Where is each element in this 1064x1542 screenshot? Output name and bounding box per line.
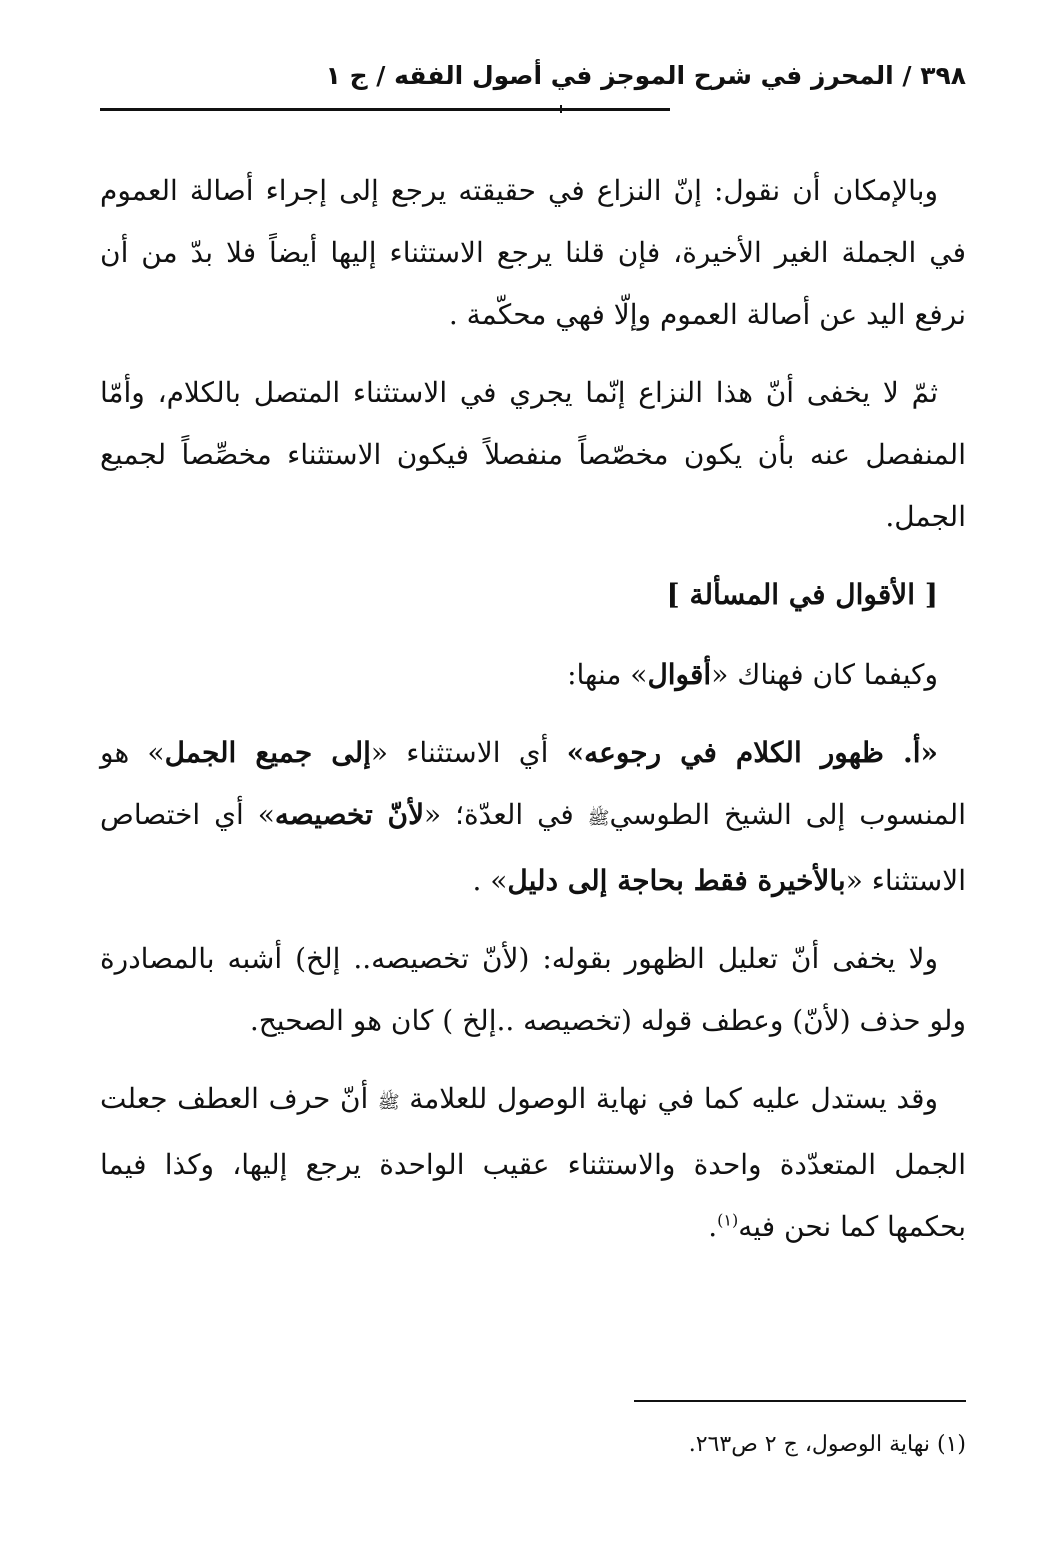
- point-a-quote-3: بالأخيرة فقط بحاجة إلى دليل: [507, 864, 846, 897]
- intro-line: [100, 644, 966, 706]
- last-text-3: .: [708, 1210, 718, 1243]
- header-rule: [100, 108, 670, 111]
- point-a-quote-2: لأنّ تخصيصه: [274, 798, 425, 831]
- header-rule-tick: [560, 105, 562, 113]
- paragraph-2: ثمّ لا يخفى أنّ هذا النزاع إنّما يجري في الاستثناء المتصل بالكلام، وأمّا المنفصل عنه بأن يكون مخصّصاً منفصلاً فيكون الاستثناء مخصِّصاً لجميع الجمل.: [100, 376, 966, 533]
- footnote-ref[interactable]: (١): [717, 1210, 739, 1230]
- last-text-1: وقد يستدل عليه كما في نهاية الوصول للعلامة: [399, 1082, 938, 1115]
- intro-after: » منها:: [567, 658, 648, 691]
- last-text-2: أنّ حرف العطف جعلت الجمل المتعدّدة واحدة والاستثناء عقيب الواحدة يرجع إليها، وكذا فيما بحكمها كما نحن فيه: [100, 1082, 966, 1243]
- footnote: (١) نهاية الوصول، ج ٢ ص٢٦٣.: [688, 1432, 966, 1457]
- point-a-title: «أ. ظهور الكلام في رجوعه»: [566, 736, 939, 769]
- point-a-text-4: » أي اختصاص الاستثناء «: [100, 798, 966, 897]
- running-head-title: ٣٩٨ / المحرز في شرح الموجز في أصول الفقه / ج ١: [325, 61, 966, 90]
- honorific-glyph-2: ﷺ: [377, 1092, 400, 1113]
- paragraph-last: [100, 1068, 966, 1258]
- point-a-text-2: » هو المنسوب إلى الشيخ الطوسي: [100, 736, 966, 831]
- page-body: [100, 160, 966, 1274]
- intro-before: وكيفما كان فهناك «: [711, 658, 938, 691]
- point-a-paragraph: [100, 722, 966, 912]
- section-heading: [ الأقوال في المسألة ]: [666, 578, 938, 611]
- point-a-text-1: أي الاستثناء «: [370, 736, 567, 769]
- intro-bold: أقوال: [647, 658, 712, 691]
- honorific-glyph: ﷺ: [587, 808, 610, 829]
- footnote-rule: [634, 1400, 966, 1402]
- running-header: [100, 58, 966, 98]
- point-a-text-3: في العدّة؛ «: [424, 798, 588, 831]
- point-a-quote-1: إلى جميع الجمل: [164, 736, 371, 769]
- paragraph-1: وبالإمكان أن نقول: إنّ النزاع في حقيقته يرجع إلى إجراء أصالة العموم في الجملة الغير الأخيرة، فإن قلنا يرجع الاستثناء إليها أيضاً فلا بدّ من أن نرفع اليد عن أصالة العموم وإلّا فهي محكّمة .: [100, 174, 966, 331]
- point-a-text-5: » .: [472, 864, 508, 897]
- paragraph-note: ولا يخفى أنّ تعليل الظهور بقوله: (لأنّ تخصيصه.. إلخ) أشبه بالمصادرة ولو حذف (لأنّ) وعطف قوله (تخصيصه ..إلخ ) كان هو الصحيح.: [100, 942, 966, 1037]
